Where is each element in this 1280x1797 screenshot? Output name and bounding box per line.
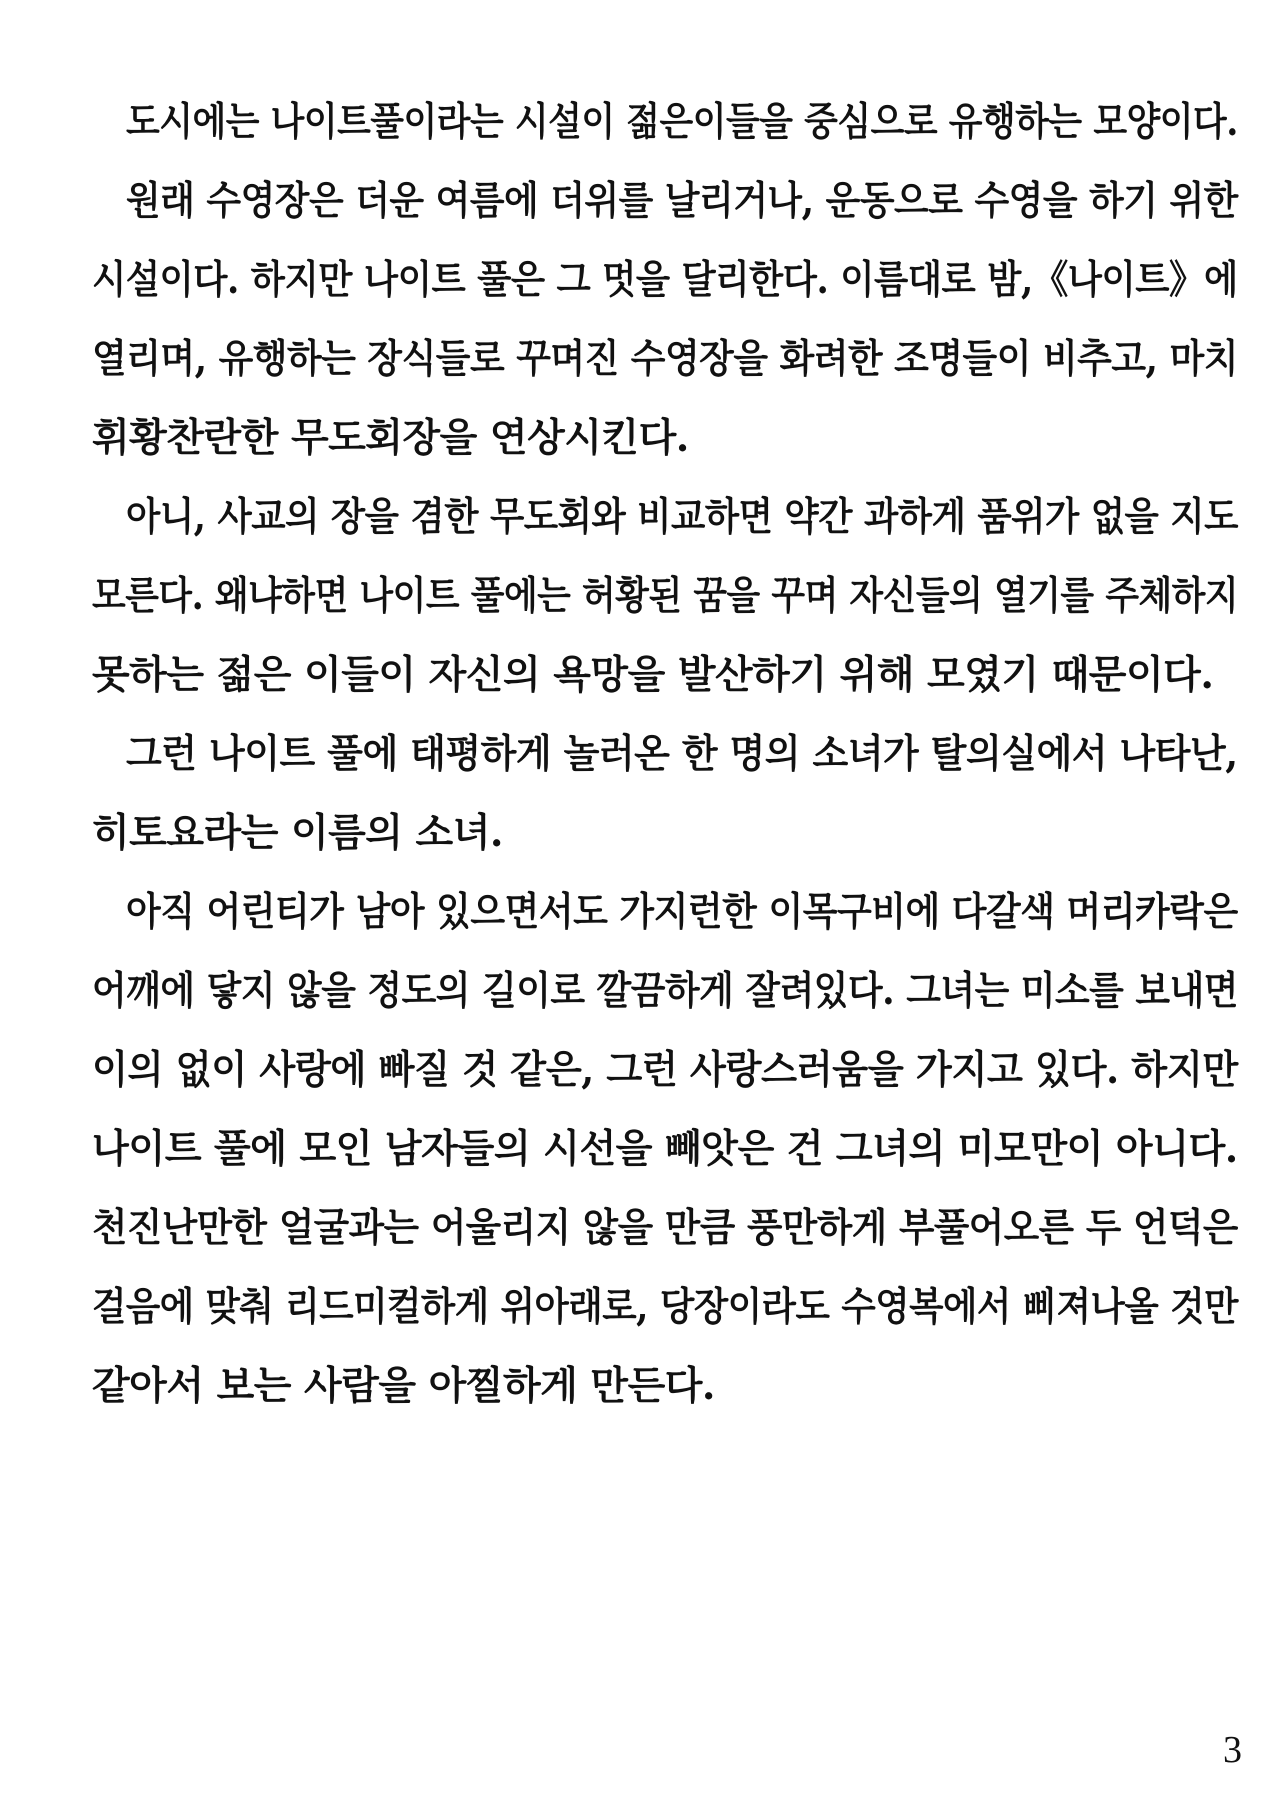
text-line: 아니, 사교의 장을 겸한 무도회와 비교하면 약간 과하게 품위가 없을 지도: [126, 494, 1238, 540]
text-line: 히토요라는 이름의 소녀.: [92, 810, 503, 856]
text-line: 같아서 보는 사람을 아찔하게 만든다.: [92, 1363, 715, 1409]
text-line: 도시에는 나이트풀이라는 시설이 젊은이들을 중심으로 유행하는 모양이다.: [126, 99, 1238, 145]
text-line: 원래 수영장은 더운 여름에 더위를 날리거나, 운동으로 수영을 하기 위한: [126, 178, 1238, 224]
text-line: 시설이다. 하지만 나이트 풀은 그 멋을 달리한다. 이름대로 밤,《나이트》에: [92, 257, 1238, 303]
text-line: 걸음에 맞춰 리드미컬하게 위아래로, 당장이라도 수영복에서 삐져나올 것만: [92, 1284, 1239, 1330]
text-line: 휘황찬란한 무도회장을 연상시킨다.: [92, 415, 689, 461]
text-line: 그런 나이트 풀에 태평하게 놀러온 한 명의 소녀가 탈의실에서 나타난,: [126, 731, 1238, 777]
text-line: 이의 없이 사랑에 빠질 것 같은, 그런 사랑스러움을 가지고 있다. 하지만: [92, 1047, 1238, 1093]
text-line: 어깨에 닿지 않을 정도의 길이로 깔끔하게 잘려있다. 그녀는 미소를 보내면: [92, 968, 1238, 1014]
text-line: 모른다. 왜냐하면 나이트 풀에는 허황된 꿈을 꾸며 자신들의 열기를 주체하지: [92, 573, 1239, 619]
text-line: 열리며, 유행하는 장식들로 꾸며진 수영장을 화려한 조명들이 비추고, 마치: [92, 336, 1238, 382]
text-line: 못하는 젊은 이들이 자신의 욕망을 발산하기 위해 모였기 때문이다.: [92, 652, 1214, 698]
text-line: 천진난만한 얼굴과는 어울리지 않을 만큼 풍만하게 부풀어오른 두 언덕은: [92, 1205, 1238, 1251]
text-line: 나이트 풀에 모인 남자들의 시선을 빼앗은 건 그녀의 미모만이 아니다.: [92, 1126, 1238, 1172]
text-line: 아직 어린티가 남아 있으면서도 가지런한 이목구비에 다갈색 머리카락은: [126, 889, 1238, 935]
page-number: 3: [1223, 1729, 1242, 1771]
